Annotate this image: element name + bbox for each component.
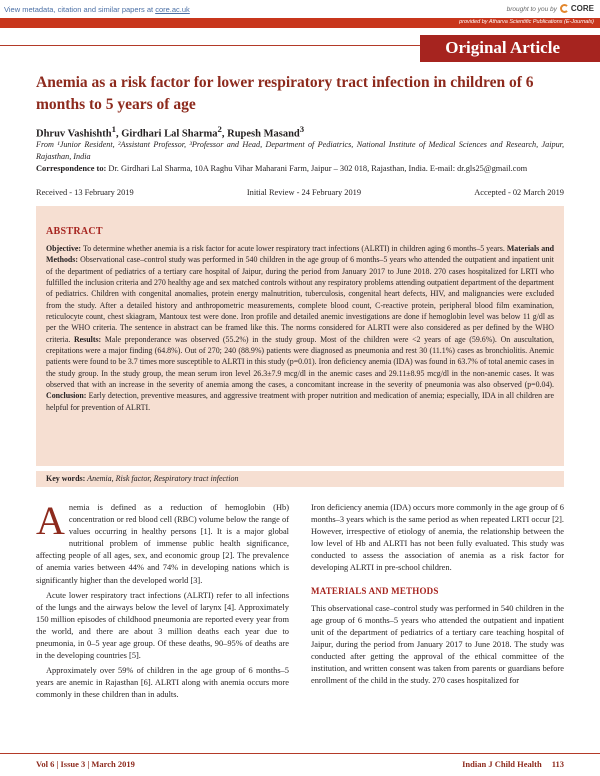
journal-and-page (462, 759, 564, 769)
received-date: Received - 13 February 2019 (36, 188, 134, 197)
author-3: Rupesh Masand (227, 128, 300, 140)
paragraph: Approximately over 59% of children in the age group of 6 months–5 years are anemic in Rajasthan [6]. ALRTI along with anemia occurs more commonly in these children than in adults. (36, 666, 289, 700)
abstract (36, 206, 564, 466)
author-list: Dhruv Vashishth$^1$, Girdhari Lal Sharma$^2$, Rupesh Masand$^3$ (36, 124, 305, 140)
issue-info: Vol 6 | Issue 3 | March 2019 (36, 759, 135, 769)
correspondence: Correspondence to: Dr. Girdhari Lal Sharma, 10A Raghu Vihar Maharani Farm, Jaipur – 302 018, Rajasthan, India. E-mail: dr.gls25@gmail.com (36, 164, 528, 173)
paragraph: Acute lower respiratory tract infections (ALRTI) refer to all infections of the lungs and the airways below the level of larynx [4]. Approximately 150 million episodes of childhood pneumonia are reported every year from the world, and there are about 3 million deaths each year due to pneumonia, in 0–5 year age group. Of these deaths, 90–95% of deaths are in the developing countries [5]. (36, 590, 289, 661)
provided-by-bar (0, 18, 600, 28)
accepted-date: Accepted - 02 March 2019 (474, 188, 564, 197)
provided-by-text: provided by Atharva Scientific Publications (E-Journals) (459, 19, 594, 25)
abstract-text: Objective: To determine whether anemia is a risk factor for acute lower respiratory tract infections (ALRTI) in children aging 6 months–5 years. Materials and Methods: Observational case–control study was performed in 540 children in the age group of 6 months–5 years who attended the outpatient and inpatient unit of the department of pediatrics of a tertiary care hospital of Jaipur, during the period from January 2017 to June 2018. 270 cases hospitalized for LRTI who fulfilled the inclusion criteria and 270 healthy age and sex matched controls without any respiratory problems attending outpatient department of the department of pediatrics. Children with congenital anomalies, protein energy malnutrition, tuberculosis, congenital heart defects, HIV, and malignancies were excluded from the study. After a detailed history and anthropometric measurements, complete blood count, C-reactive protein, peripheral blood film examination, reticulocyte count, chest skiagram, Mantoux test were done. Iron profile and detailed anemic investigations are done if hemoglobin level was below 11 g/dl as per the WHO criteria. The sentence in abstract can be framed like this. The norms considered for ALRTI were also considered as per defined by the WHO criteria. Results: Male preponderance was observed (55.2%) in the study group. Most of the children were <2 years of age (59.6%). On auscultation, crepitations were a major finding (64.8%). Out of 270; 240 (88.9%) patients were diagnosed as pneumonia and rest 30 (11.1%) cases as bronchiolitis. Anemic patients were found to be 3.7 times more susceptible to ALRTI in this study (p=0.01). Iron deficiency anemia (IDA) was found in 63.7% of total anemic cases in the study group. In the study group, the mean serum iron level 26.3±7.9 mcg/dl in the anemic cases and 29.11±8.95 mcg/dl in the non-anemic cases. It was observed that with an increase in the severity of anemia among the cases, a concomitant increase in the severity of pneumonia was also observed (p=0.04). Conclusion: Early detection, preventive measures, and aggressive treatment with proper nutrition and medication of anemia; especially, IDA in all children are helpful for prevention of ALRTI. (46, 244, 555, 412)
core-banner (0, 0, 600, 20)
affiliation: From ¹Junior Resident, ²Assistant Professor, ³Professor and Head, Department of Pediatrics, National Institute of Medical Sciences and Research, Jaipur, Rajasthan, India (36, 140, 564, 161)
review-date: Initial Review - 24 February 2019 (246, 188, 362, 197)
author-2: Girdhari Lal Sharma (121, 128, 218, 140)
core-metadata-link[interactable]: View metadata, citation and similar papers at core.ac.uk (4, 5, 190, 14)
drop-cap: A (36, 498, 65, 543)
core-logo-icon (560, 4, 569, 13)
journal-name: Indian J Child Health (462, 759, 542, 769)
core-brand[interactable]: CORE (570, 4, 594, 13)
core-brought-by: brought to you by CORE (506, 4, 594, 13)
author-1: Dhruv Vashishth (36, 128, 112, 140)
section-label: Original Article (445, 38, 560, 57)
body-column-left (36, 498, 289, 705)
paragraph: Iron deficiency anemia (IDA) occurs more commonly in the age group of 6 months–3 years which is the same period as when repeated LRTI occur [2]. However, irrespective of etiology of anemia, the relationship between the low level of Hb and ALRTI has not been fully evaluated. This study was conducted to assess the association of anemia as a risk factor for developing ALRTI in pre-school children. (311, 503, 564, 573)
article-title: Anemia as a risk factor for lower respiratory tract infection in children of 6 months to 5 years of age (36, 74, 534, 113)
body-column-right (311, 502, 564, 690)
methods-heading: MATERIALS AND METHODS (311, 585, 439, 596)
page-number: 113 (551, 759, 564, 769)
paragraph: This observational case–control study was performed in 540 children in the age group of 6 months–5 years who attended the outpatient and inpatient unit of the department of pediatrics of a tertiary care teaching hospital of Jaipur, during the period from January 2017 to June 2018. The study was conducted after getting the approval of the ethical committee of the institution, and written consent was taken from parents or guardians before enrollment of the child in the study. 270 cases hospitalized for (311, 603, 564, 686)
page-footer (0, 753, 600, 776)
abstract-heading: ABSTRACT (46, 226, 103, 237)
paragraph: Anemia is defined as a reduction of hemoglobin (Hb) concentration or red blood cell (RBC) volume below the range of values occurring in healthy persons [1]. It is a major global nutritional problem of immense public health significance, affecting people of all ages, sex, and economic group [2]. The prevalence of anemia varies between 44% and 74% in developing nations which is significantly higher than the developed world [3]. (36, 498, 289, 585)
keywords: Key words: Anemia, Risk factor, Respiratory tract infection (36, 471, 564, 487)
article-dates (36, 188, 564, 197)
